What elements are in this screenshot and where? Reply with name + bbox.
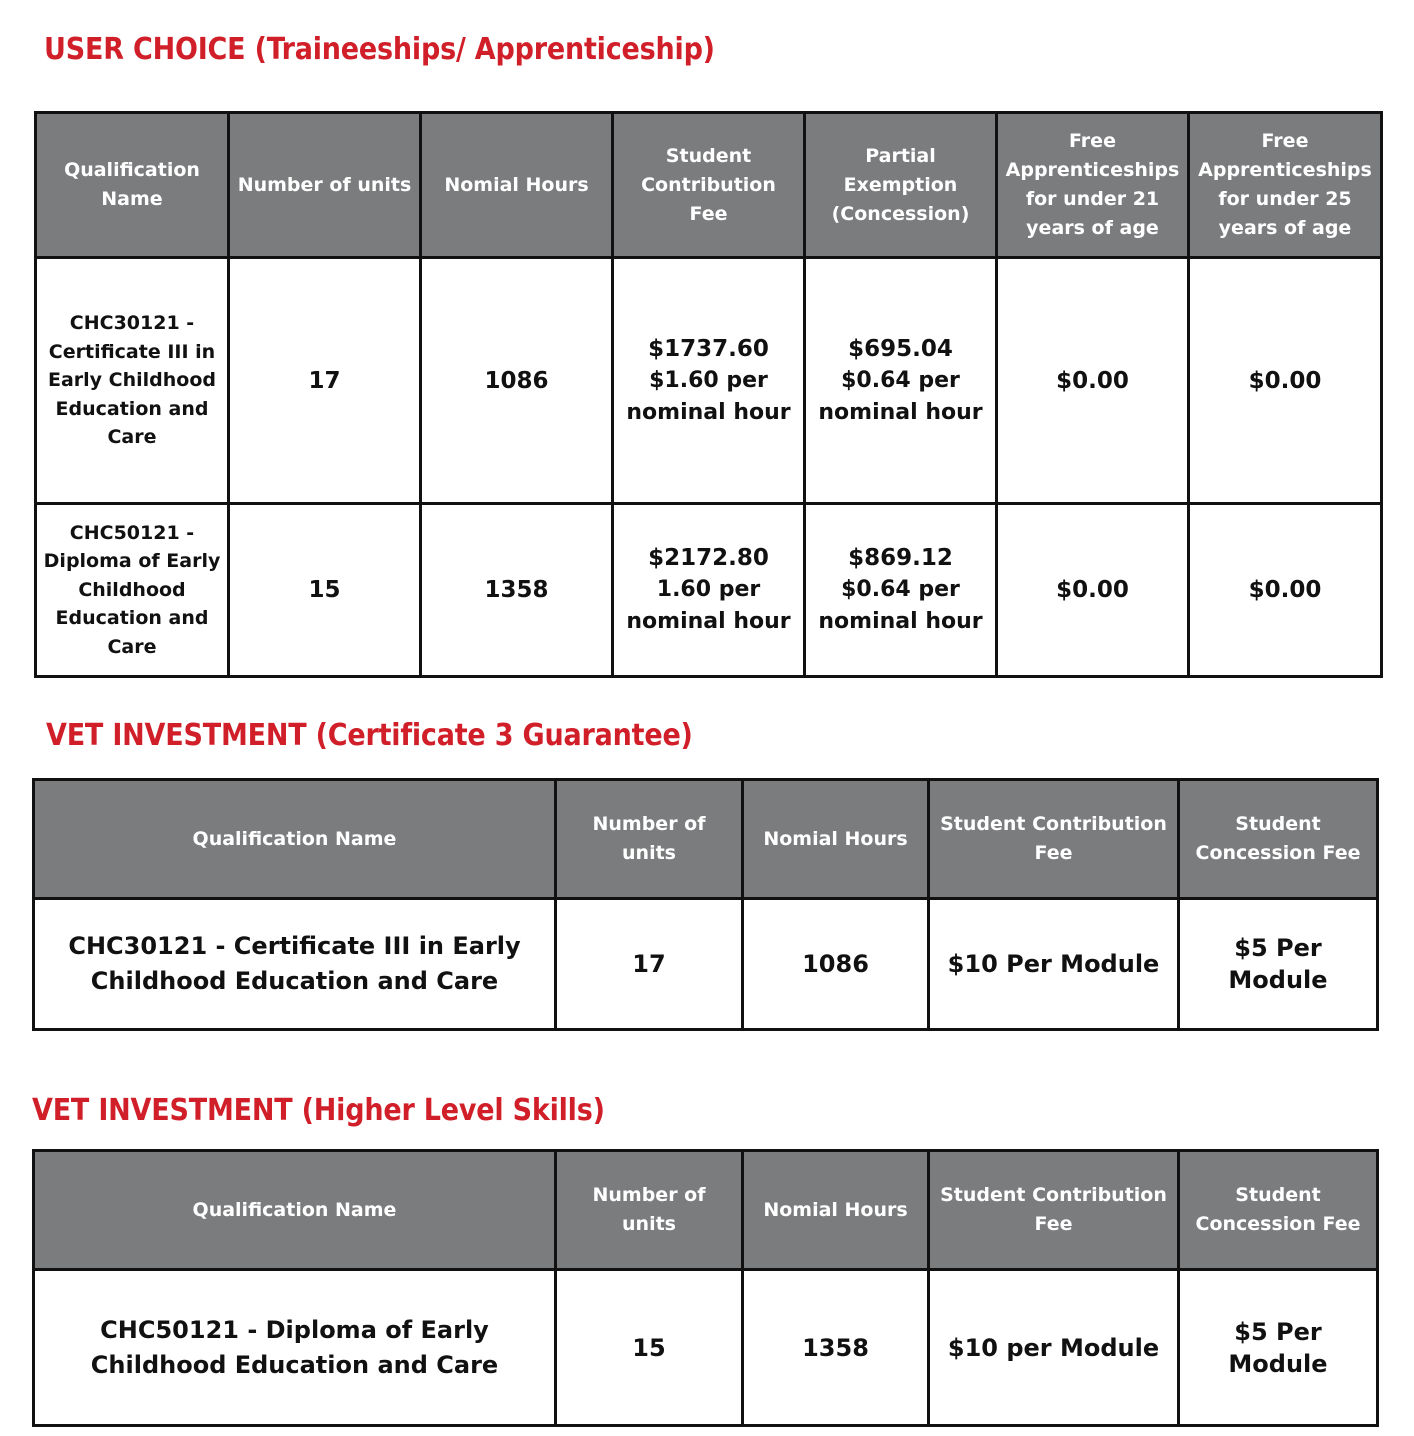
hours-cell: 1086 bbox=[743, 899, 929, 1030]
hours-cell: 1086 bbox=[421, 258, 613, 504]
table-row bbox=[34, 1270, 1378, 1426]
free-under-25-cell: $0.00 bbox=[1189, 258, 1382, 504]
concession-fee-cell: $5 Per Module bbox=[1179, 899, 1378, 1030]
header-nomial-hours: Nomial Hours bbox=[743, 1151, 929, 1270]
hours-cell: 1358 bbox=[421, 504, 613, 677]
table-header-row bbox=[36, 113, 1382, 258]
qualification-cell: CHC50121 - Diploma of Early Childhood Education and Care bbox=[36, 504, 229, 677]
free-under-21-cell: $0.00 bbox=[997, 258, 1189, 504]
table-row bbox=[36, 504, 1382, 677]
cert3-guarantee-table bbox=[32, 778, 1379, 1031]
table-row bbox=[36, 258, 1382, 504]
user-choice-table bbox=[34, 111, 1383, 678]
header-nomial-hours: Nomial Hours bbox=[743, 780, 929, 899]
header-nomial-hours: Nomial Hours bbox=[421, 113, 613, 258]
concession-fee-amount: $695.04 bbox=[848, 335, 953, 362]
table-row bbox=[34, 899, 1378, 1030]
contribution-fee-rate: $1.60 per nominal hour bbox=[626, 367, 791, 425]
higher-level-skills-table bbox=[32, 1149, 1379, 1427]
header-qualification-name: Qualification Name bbox=[36, 113, 229, 258]
header-partial-exemption: Partial Exemption (Concession) bbox=[805, 113, 997, 258]
qualification-cell: CHC30121 - Certificate III in Early Childhood Education and Care bbox=[34, 899, 556, 1030]
table-header-row bbox=[34, 1151, 1378, 1270]
concession-fee-amount: $869.12 bbox=[848, 545, 953, 571]
concession-fee-cell: $5 Per Module bbox=[1179, 1270, 1378, 1426]
table-header-row bbox=[34, 780, 1378, 899]
header-number-of-units: Number of units bbox=[229, 113, 421, 258]
concession-fee-rate: $0.64 per nominal hour bbox=[818, 577, 983, 634]
section-title-user-choice: USER CHOICE (Traineeships/ Apprenticeship) bbox=[44, 32, 715, 67]
contribution-fee-cell: $10 Per Module bbox=[929, 899, 1179, 1030]
units-cell: 15 bbox=[229, 504, 421, 677]
concession-fee-rate: $0.64 per nominal hour bbox=[818, 367, 983, 425]
concession-fee-cell bbox=[805, 258, 997, 504]
section-title-cert3-guarantee: VET INVESTMENT (Certificate 3 Guarantee) bbox=[46, 718, 693, 753]
header-free-under-25: Free Apprenticeships for under 25 years of age bbox=[1189, 113, 1382, 258]
qualification-cell: CHC50121 - Diploma of Early Childhood Education and Care bbox=[34, 1270, 556, 1426]
header-student-concession-fee: Student Concession Fee bbox=[1179, 780, 1378, 899]
free-under-25-cell: $0.00 bbox=[1189, 504, 1382, 677]
contribution-fee-cell: $10 per Module bbox=[929, 1270, 1179, 1426]
header-student-contribution-fee: Student Contribution Fee bbox=[613, 113, 805, 258]
qualification-cell: CHC30121 - Certificate III in Early Childhood Education and Care bbox=[36, 258, 229, 504]
concession-fee-cell bbox=[805, 504, 997, 677]
free-under-21-cell: $0.00 bbox=[997, 504, 1189, 677]
units-cell: 17 bbox=[229, 258, 421, 504]
header-student-contribution-fee: Student Contribution Fee bbox=[929, 780, 1179, 899]
header-number-of-units: Number of units bbox=[556, 1151, 743, 1270]
contribution-fee-rate: 1.60 per nominal hour bbox=[626, 577, 791, 634]
units-cell: 15 bbox=[556, 1270, 743, 1426]
contribution-fee-amount: $2172.80 bbox=[648, 545, 769, 571]
header-qualification-name: Qualification Name bbox=[34, 1151, 556, 1270]
contribution-fee-cell bbox=[613, 258, 805, 504]
contribution-fee-cell bbox=[613, 504, 805, 677]
header-student-concession-fee: Student Concession Fee bbox=[1179, 1151, 1378, 1270]
section-title-higher-level-skills: VET INVESTMENT (Higher Level Skills) bbox=[32, 1093, 605, 1128]
header-student-contribution-fee: Student Contribution Fee bbox=[929, 1151, 1179, 1270]
header-free-under-21: Free Apprenticeships for under 21 years of age bbox=[997, 113, 1189, 258]
header-qualification-name: Qualification Name bbox=[34, 780, 556, 899]
contribution-fee-amount: $1737.60 bbox=[648, 335, 769, 362]
units-cell: 17 bbox=[556, 899, 743, 1030]
header-number-of-units: Number of units bbox=[556, 780, 743, 899]
hours-cell: 1358 bbox=[743, 1270, 929, 1426]
